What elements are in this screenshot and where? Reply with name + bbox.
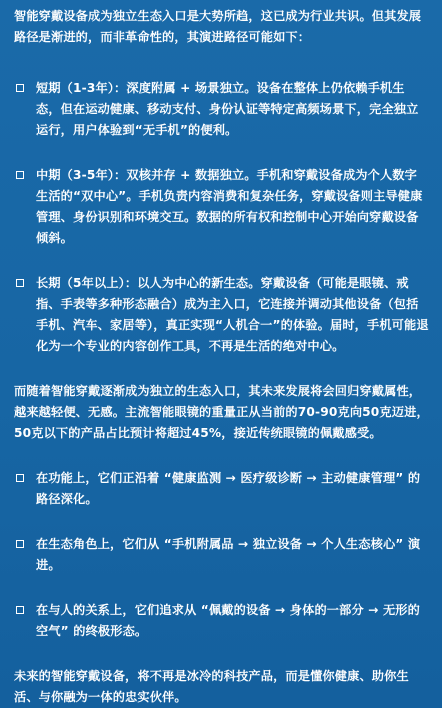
stage-item-mid-term bbox=[14, 165, 429, 249]
stage-item-short-term bbox=[14, 78, 429, 141]
stage-item-long-term bbox=[14, 273, 429, 357]
conclusion-paragraph: 未来的智能穿戴设备，将不再是冰冷的科技产品，而是懂你健康、助你生活、与你融为一体的忠实伙伴。 bbox=[14, 669, 409, 704]
square-bullet-icon bbox=[16, 474, 24, 482]
stage-text: 短期（1-3年）：深度附属 + 场景独立。设备在整体上仍依赖手机生态，但在运动健康、移动支付、身份认证等特定高频场景下，完全独立运行，用户体验到“无手机”的便利。 bbox=[36, 81, 419, 137]
middle-paragraph: 而随着智能穿戴逐渐成为独立的生态入口，其未来发展将会回归穿戴属性，越来越轻便、无感。主流智能眼镜的重量正从当前的70-90克向50克迈进，50克以下的产品占比预计将超过45%，接近传统眼镜的佩戴感受。 bbox=[14, 384, 429, 440]
square-bullet-icon bbox=[16, 171, 24, 179]
trend-item-ecosystem bbox=[14, 534, 429, 576]
square-bullet-icon bbox=[16, 606, 24, 614]
square-bullet-icon bbox=[16, 279, 24, 287]
stage-text: 长期（5年以上）：以人为中心的新生态。穿戴设备（可能是眼镜、戒指、手表等多种形态融合）成为主入口，它连接并调动其他设备（包括手机、汽车、家居等），真正实现“人机合一”的体验。届时，手机可能退化为一个专业的内容创作工具，不再是生活的绝对中心。 bbox=[36, 276, 429, 353]
trend-text: 在功能上，它们正沿着 “健康监测 → 医疗级诊断 → 主动健康管理” 的路径深化。 bbox=[36, 471, 421, 506]
trend-text: 在生态角色上，它们从 “手机附属品 → 独立设备 → 个人生态核心” 演进。 bbox=[36, 537, 421, 572]
square-bullet-icon bbox=[16, 84, 24, 92]
trend-text: 在与人的关系上，它们追求从 “佩戴的设备 → 身体的一部分 → 无形的空气” 的终极形态。 bbox=[36, 603, 420, 638]
intro-paragraph: 智能穿戴设备成为独立生态入口是大势所趋，这已成为行业共识。但其发展路径是渐进的，而非革命性的，其演进路径可能如下： bbox=[14, 9, 422, 44]
stage-text: 中期（3-5年）：双核并存 + 数据独立。手机和穿戴设备成为个人数字生活的“双中心”。手机负责内容消费和复杂任务，穿戴设备则主导健康管理、身份识别和环境交互。数据的所有权和控制中心开始向穿戴设备倾斜。 bbox=[36, 168, 423, 245]
square-bullet-icon bbox=[16, 540, 24, 548]
trend-item-relationship bbox=[14, 600, 429, 642]
trend-item-function bbox=[14, 468, 429, 510]
